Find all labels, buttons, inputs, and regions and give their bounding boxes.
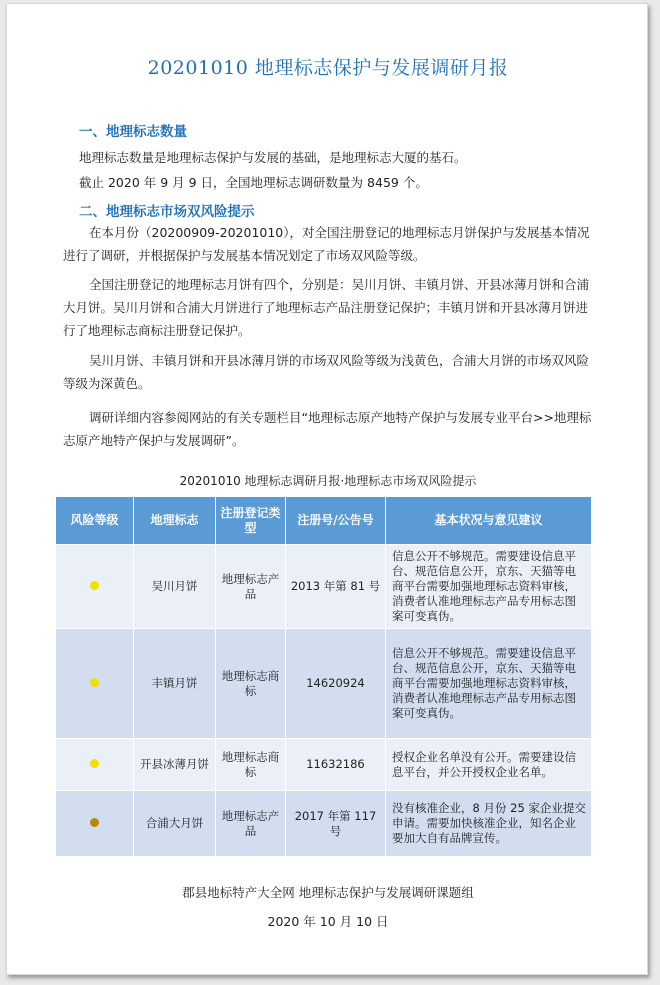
section2-paragraph-2: 全国注册登记的地理标志月饼有四个，分别是：吴川月饼、丰镇月饼、开县冰薄月饼和合浦大月饼。吴川月饼和合浦大月饼进行了地理标志产品注册登记保护；丰镇月饼和开县冰薄月饼进行了地理标志商标注册登记保护。 (63, 277, 590, 338)
header-advice: 基本状况与意见建议 (386, 497, 592, 545)
advice-cell: 没有核准企业，8 月份 25 家企业提交申请。需要加快核准企业，知名企业要加大自有品牌宣传。 (386, 791, 592, 857)
risk-dot-icon (90, 581, 99, 590)
risk-dot-icon (90, 678, 99, 687)
reg-type-cell: 地理标志产品 (216, 791, 286, 857)
header-reg-type: 注册登记类型 (216, 497, 286, 545)
gi-name-cell: 丰镇月饼 (134, 629, 216, 739)
report-page (6, 3, 648, 975)
section2-paragraph-1: 在本月份（20200909-20201010），对全国注册登记的地理标志月饼保护与发展基本情况进行了调研，并根据保护与发展基本情况划定了市场双风险等级。 (63, 225, 590, 263)
reg-number-cell: 2017 年第 117 号 (286, 791, 386, 857)
section1-line2: 截止 2020 年 9 月 9 日，全国地理标志调研数量为 8459 个。 (79, 175, 428, 190)
advice-cell: 信息公开不够规范。需要建设信息平台、规范信息公开，京东、天猫等电商平台需要加强地理标志资料审核，消费者认准地理标志产品专用标志图案可变真伪。 (386, 545, 592, 629)
risk-level-cell (56, 545, 134, 629)
page-title: 20201010 地理标志保护与发展调研月报 (147, 57, 509, 79)
gi-name-cell: 开县冰薄月饼 (134, 739, 216, 791)
risk-dot-icon (90, 818, 99, 827)
reg-type-cell: 地理标志产品 (216, 545, 286, 629)
table-row (56, 545, 592, 629)
section2-paragraph-3: 吴川月饼、丰镇月饼和开县冰薄月饼的市场双风险等级为浅黄色，合浦大月饼的市场双风险等级为深黄色。 (63, 353, 590, 391)
section1-line1: 地理标志数量是地理标志保护与发展的基础，是地理标志大厦的基石。 (79, 150, 467, 165)
reg-number-cell: 11632186 (286, 739, 386, 791)
section2-heading: 二、地理标志市场双风险提示 (79, 204, 255, 220)
table-header-row (56, 497, 592, 545)
footer-date: 2020 年 10 月 10 日 (267, 914, 389, 929)
reg-number-cell: 2013 年第 81 号 (286, 545, 386, 629)
footer-organization: 郡县地标特产大全网 地理标志保护与发展调研课题组 (182, 885, 474, 900)
header-reg-number: 注册号/公告号 (286, 497, 386, 545)
gi-name-cell: 合浦大月饼 (134, 791, 216, 857)
gi-name-cell: 吴川月饼 (134, 545, 216, 629)
table-caption: 20201010 地理标志调研月报·地理标志市场双风险提示 (179, 474, 477, 488)
section2-paragraph-4: 调研详细内容参阅网站的有关专题栏目“地理标志原产地特产保护与发展专业平台>>地理标志原产地特产保护与发展调研”。 (63, 410, 592, 448)
risk-level-cell (56, 629, 134, 739)
table-row (56, 791, 592, 857)
header-risk-level: 风险等级 (56, 497, 134, 545)
reg-type-cell: 地理标志商标 (216, 629, 286, 739)
table-row (56, 629, 592, 739)
risk-dot-icon (90, 759, 99, 768)
risk-level-cell (56, 791, 134, 857)
header-gi-name: 地理标志 (134, 497, 216, 545)
section1-heading: 一、地理标志数量 (79, 124, 187, 140)
advice-cell: 信息公开不够规范。需要建设信息平台、规范信息公开，京东、天猫等电商平台需要加强地理标志资料审核，消费者认准地理标志产品专用标志图案可变真伪。 (386, 629, 592, 739)
risk-level-cell (56, 739, 134, 791)
advice-cell: 授权企业名单没有公开。需要建设信息平台，并公开授权企业名单。 (386, 739, 592, 791)
table-row (56, 739, 592, 791)
reg-type-cell: 地理标志商标 (216, 739, 286, 791)
reg-number-cell: 14620924 (286, 629, 386, 739)
risk-table (55, 496, 592, 857)
